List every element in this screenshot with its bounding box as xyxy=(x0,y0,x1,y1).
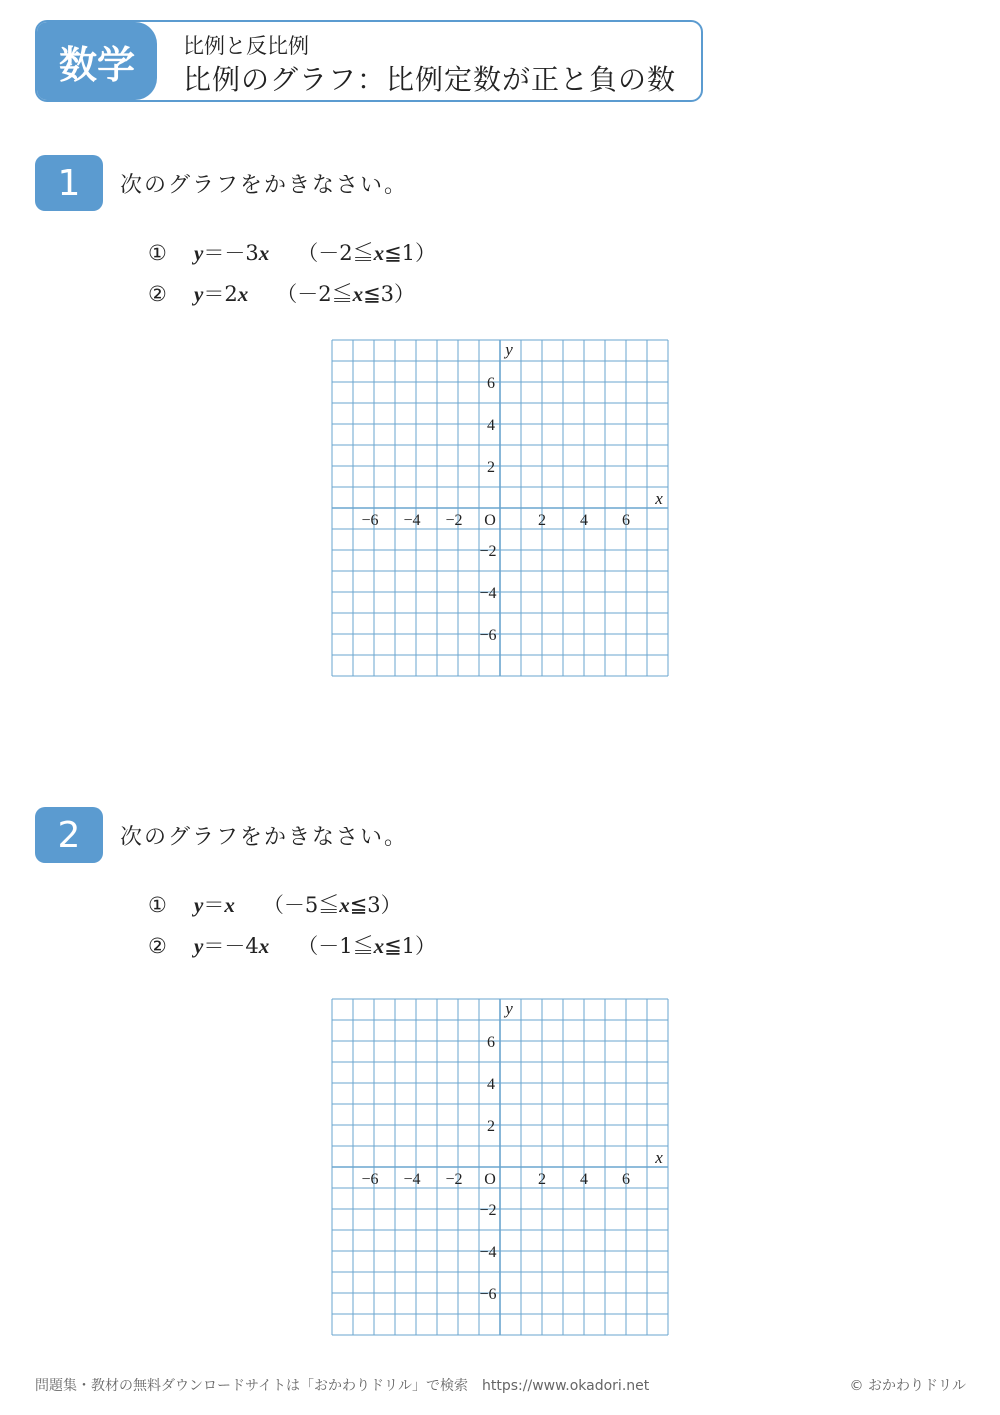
worksheet-header xyxy=(35,20,703,102)
x-tick-label: 4 xyxy=(580,512,588,529)
x-axis-label: x xyxy=(655,1148,663,1167)
x-tick-label: −6 xyxy=(361,512,379,529)
footer-copyright: © おかわりドリル xyxy=(849,1378,966,1394)
y-tick-label: 6 xyxy=(487,375,495,392)
x-tick-label: 6 xyxy=(622,512,630,529)
item-mark: ① xyxy=(148,893,167,917)
question-2-item-1 xyxy=(148,889,402,919)
question-number-1: 1 xyxy=(35,155,103,211)
coordinate-grid-2[interactable] xyxy=(330,997,670,1337)
worksheet-title: 比例のグラフ：比例定数が正と負の数 xyxy=(183,63,677,96)
x-tick-label: 2 xyxy=(538,512,546,529)
equation: y＝x xyxy=(194,893,235,917)
item-mark: ① xyxy=(148,241,167,265)
x-tick-label: −4 xyxy=(403,512,421,529)
equation: y＝－4x xyxy=(194,934,270,958)
y-tick-label: 2 xyxy=(487,459,495,476)
domain-range: （－2≦x≦3） xyxy=(276,282,416,306)
y-tick-label: 4 xyxy=(487,417,495,434)
y-tick-label: −6 xyxy=(479,627,497,644)
x-tick-label: −4 xyxy=(403,1171,421,1188)
x-axis-label: x xyxy=(655,489,663,508)
y-tick-label: 2 xyxy=(487,1118,495,1135)
y-axis-label: y xyxy=(505,999,513,1018)
subject-badge: 数学 xyxy=(37,22,157,100)
equation: y＝2x xyxy=(194,282,249,306)
unit-subtitle: 比例と反比例 xyxy=(183,34,309,58)
y-tick-label: −6 xyxy=(479,1286,497,1303)
x-tick-label: 2 xyxy=(538,1171,546,1188)
x-tick-label: 6 xyxy=(622,1171,630,1188)
origin-label: O xyxy=(484,1171,496,1188)
domain-range: （－5≦x≦3） xyxy=(262,893,402,917)
x-tick-label: −2 xyxy=(445,1171,463,1188)
x-tick-label: −6 xyxy=(361,1171,379,1188)
question-1-item-2 xyxy=(148,278,415,308)
footer-site-note: 問題集・教材の無料ダウンロードサイトは「おかわりドリル」で検索 https://www.okadori.net xyxy=(35,1378,650,1394)
y-tick-label: −2 xyxy=(479,1202,497,1219)
y-axis-label: y xyxy=(505,340,513,359)
item-mark: ② xyxy=(148,282,167,306)
question-1-item-1 xyxy=(148,237,436,267)
x-tick-label: −2 xyxy=(445,512,463,529)
origin-label: O xyxy=(484,512,496,529)
question-number-2: 2 xyxy=(35,807,103,863)
domain-range: （－2≦x≦1） xyxy=(297,241,437,265)
y-tick-label: −2 xyxy=(479,543,497,560)
y-tick-label: 6 xyxy=(487,1034,495,1051)
item-mark: ② xyxy=(148,934,167,958)
y-tick-label: −4 xyxy=(479,585,497,602)
equation: y＝－3x xyxy=(194,241,270,265)
domain-range: （－1≦x≦1） xyxy=(297,934,437,958)
question-1-instruction: 次のグラフをかきなさい。 xyxy=(120,173,409,198)
y-tick-label: −4 xyxy=(479,1244,497,1261)
question-2-item-2 xyxy=(148,930,436,960)
x-tick-label: 4 xyxy=(580,1171,588,1188)
coordinate-grid-1[interactable] xyxy=(330,338,670,678)
y-tick-label: 4 xyxy=(487,1076,495,1093)
question-2-instruction: 次のグラフをかきなさい。 xyxy=(120,825,409,850)
